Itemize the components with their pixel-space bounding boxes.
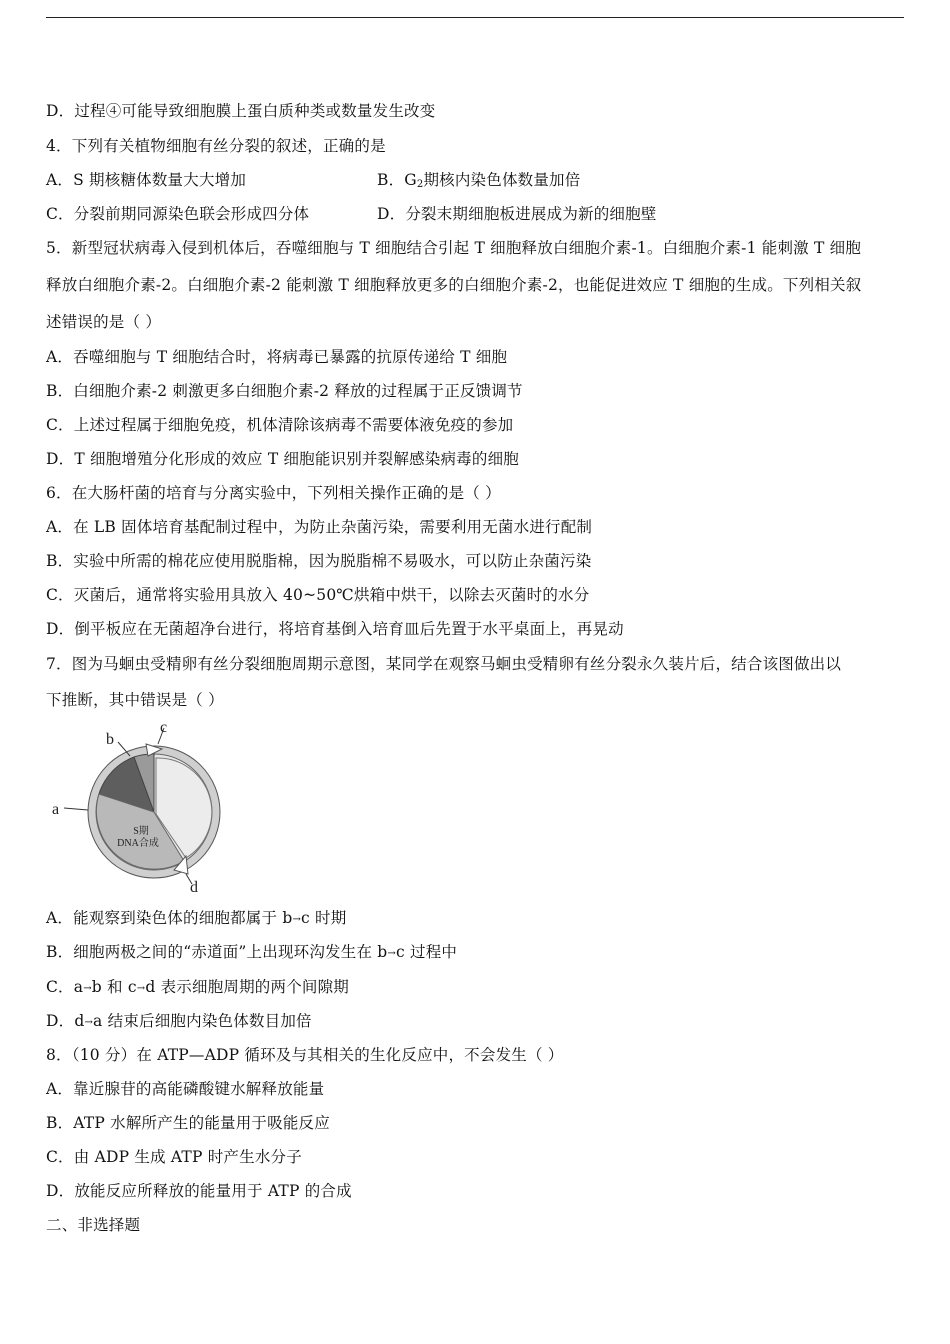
q5-option-b: B．白细胞介素-2 刺激更多白细胞介素-2 释放的过程属于正反馈调节 — [46, 382, 523, 400]
q5-stem-line-3: 述错误的是（ ） — [46, 313, 162, 331]
label-b: b — [106, 731, 114, 748]
q6-option-a: A．在 LB 固体培育基配制过程中，为防止杂菌污染，需要利用无菌水进行配制 — [46, 518, 593, 536]
q7-stem-line-2: 下推断，其中错误是（ ） — [46, 691, 224, 709]
q4-option-d: D．分裂末期细胞板进展成为新的细胞壁 — [377, 205, 657, 223]
label-a: a — [52, 801, 60, 818]
arrow-icon: → — [292, 914, 302, 925]
q5-stem-line-1: 5．新型冠状病毒入侵到机体后，吞噬细胞与 T 细胞结合引起 T 细胞释放白细胞介素-1。白细胞介素-1 能刺激 T 细胞 — [46, 239, 862, 257]
arrow-icon: → — [83, 983, 92, 994]
section-heading-non-choice: 二、非选择题 — [46, 1216, 141, 1234]
q5-option-d: D．T 细胞增殖分化形成的效应 T 细胞能识别并裂解感染病毒的细胞 — [46, 450, 519, 468]
q8-option-a: A．靠近腺苷的高能磷酸键水解释放能量 — [46, 1080, 325, 1098]
q4-stem: 4．下列有关植物细胞有丝分裂的叙述，正确的是 — [46, 137, 386, 155]
q6-option-d: D．倒平板应在无菌超净台进行，将培育基倒入培育皿后先置于水平桌面上，再晃动 — [46, 620, 624, 638]
q4-option-c: C．分裂前期同源染色联会形成四分体 — [46, 205, 310, 223]
q4-option-b: B．$G_2$期核内染色体数量加倍 — [377, 171, 581, 190]
q7-option-c: C．a→b 和 c→d 表示细胞周期的两个间隙期 — [46, 978, 350, 996]
q3-option-d: D．过程④可能导致细胞膜上蛋白质种类或数量发生改变 — [46, 102, 436, 120]
q7-stem-line-1: 7．图为马蛔虫受精卵有丝分裂细胞周期示意图，某同学在观察马蛔虫受精卵有丝分裂永久装片后，结合该图做出以 — [46, 655, 842, 673]
q5-option-c: C．上述过程属于细胞免疫，机体清除该病毒不需要体液免疫的参加 — [46, 416, 514, 434]
q6-option-c: C．灭菌后，通常将实验用具放入 40~50℃烘箱中烘干，以除去灭菌时的水分 — [46, 586, 590, 604]
dna-synthesis-label: DNA合成 — [117, 838, 159, 849]
arrow-icon: → — [84, 1017, 94, 1028]
subscript-2: 2 — [416, 179, 424, 190]
label-d: d — [190, 879, 198, 894]
header-rule — [46, 17, 904, 18]
cell-cycle-diagram — [46, 722, 226, 894]
q7-option-a: A．能观察到染色体的细胞都属于 b→c 时期 — [46, 909, 347, 927]
s-phase-label: S期 — [133, 826, 149, 837]
q8-option-c: C．由 ADP 生成 ATP 时产生水分子 — [46, 1148, 302, 1166]
label-c: c — [160, 722, 168, 736]
arrow-icon: → — [136, 983, 146, 994]
q4-option-a: A．S 期核糖体数量大大增加 — [46, 171, 247, 189]
q5-stem-line-2: 释放白细胞介素-2。白细胞介素-2 能刺激 T 细胞释放更多的白细胞介素-2，也能促进效应 T 细胞的生成。下列相关叙 — [46, 276, 862, 294]
q8-option-b: B．ATP 水解所产生的能量用于吸能反应 — [46, 1114, 330, 1132]
q7-option-b: B．细胞两极之间的“赤道面”上出现环沟发生在 b→c 过程中 — [46, 943, 458, 961]
q5-option-a: A．吞噬细胞与 T 细胞结合时，将病毒已暴露的抗原传递给 T 细胞 — [46, 348, 508, 366]
q8-option-d: D．放能反应所释放的能量用于 ATP 的合成 — [46, 1182, 352, 1200]
q6-option-b: B．实验中所需的棉花应使用脱脂棉，因为脱脂棉不易吸水，可以防止杂菌污染 — [46, 552, 592, 570]
q7-option-d: D．d→a 结束后细胞内染色体数目加倍 — [46, 1012, 312, 1030]
q6-stem: 6．在大肠杆菌的培育与分离实验中，下列相关操作正确的是（ ） — [46, 484, 501, 502]
q8-stem: 8．（10 分）在 ATP—ADP 循环及与其相关的生化反应中，不会发生（ ） — [46, 1046, 564, 1064]
arrow-icon: → — [387, 948, 396, 959]
